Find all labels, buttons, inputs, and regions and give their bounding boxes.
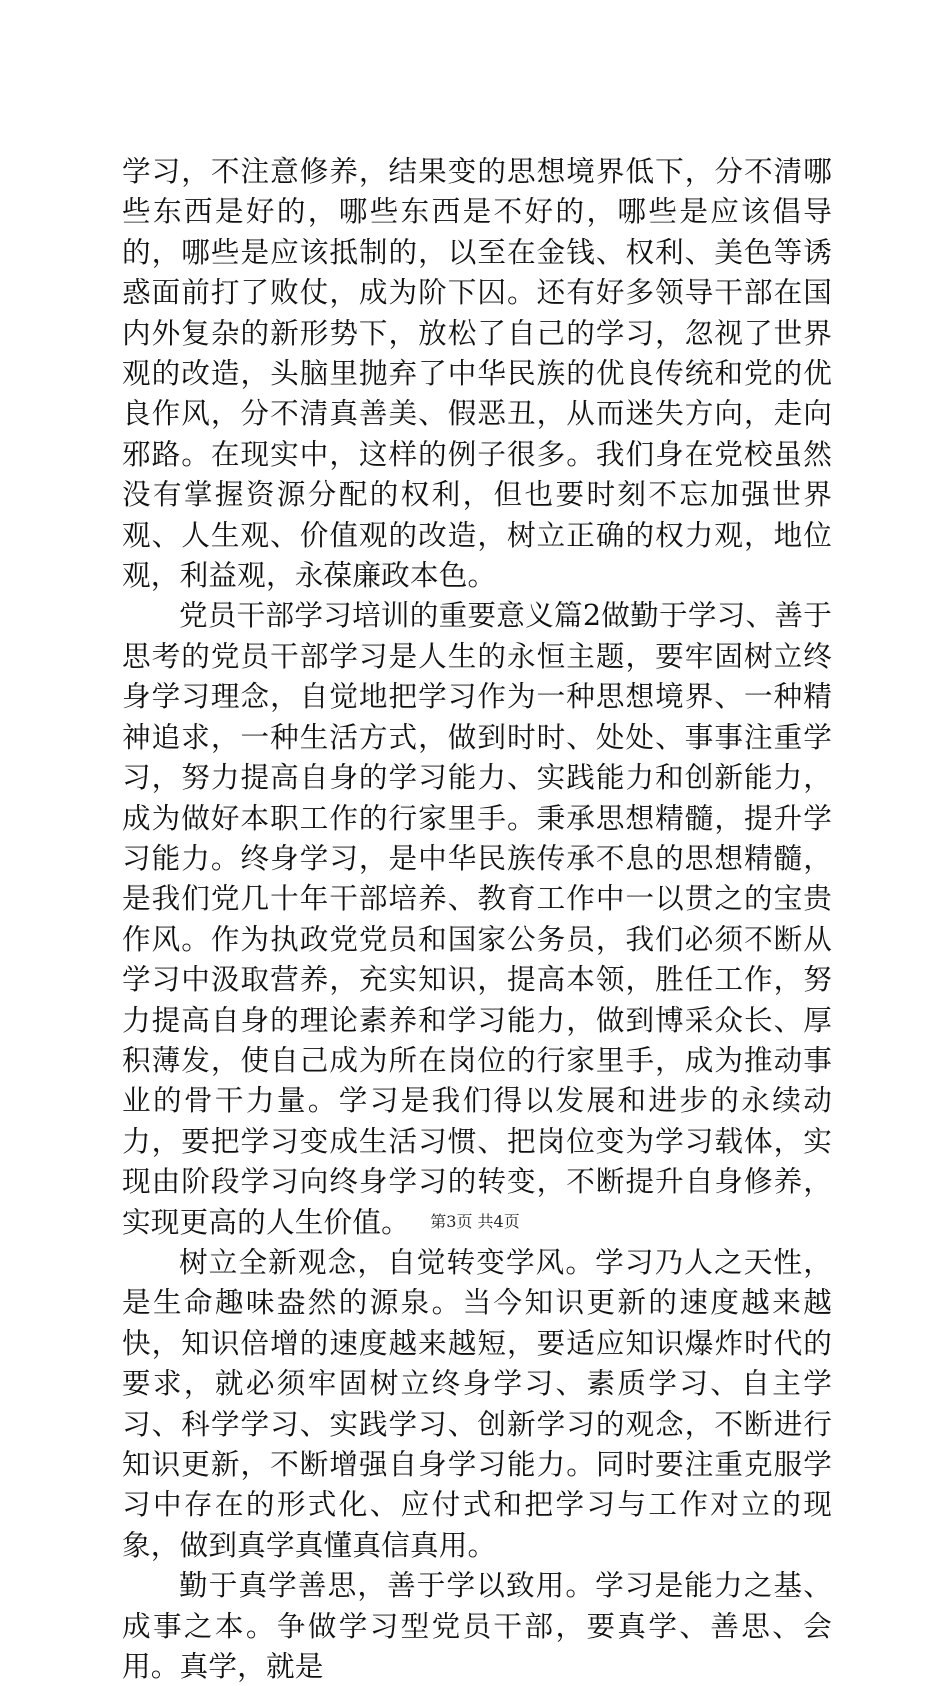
paragraph: 勤于真学善思，善于学以致用。学习是能力之基、成事之本。争做学习型党员干部，要真学、善思、会用。真学，就是	[122, 1568, 832, 1684]
paragraph: 党员干部学习培训的重要意义篇2做勤于学习、善于思考的党员干部学习是人生的永恒主题，要牢固树立终身学习理念，自觉地把学习作为一种思想境界、一种精神追求，一种生活方式，做到时时、处处、事事注重学习，努力提高自身的学习能力、实践能力和创新能力，成为做好本职工作的行家里手。秉承思想精髓，提升学习能力。终身学习，是中华民族传承不息的思想精髓，是我们党几十年干部培养、教育工作中一以贯之的宝贵作风。作为执政党党员和国家公务员，我们必须不断从学习中汲取营养，充实知识，提高本领，胜任工作，努力提高自身的理论素养和学习能力，做到博采众长、厚积薄发，使自己成为所在岗位的行家里手，成为推动事业的骨干力量。学习是我们得以发展和进步的永续动力，要把学习变成生活习惯、把岗位变为学习载体，实现由阶段学习向终身学习的转变，不断提升自身修养，实现更高的人生价值。	[122, 598, 832, 1239]
paragraph: 学习，不注意修养，结果变的思想境界低下，分不清哪些东西是好的，哪些东西是不好的，哪些是应该倡导的，哪些是应该抵制的，以至在金钱、权利、美色等诱惑面前打了败仗，成为阶下囚。还有好多领导干部在国内外复杂的新形势下，放松了自己的学习，忽视了世界观的改造，头脑里抛弃了中华民族的优良传统和党的优良作风，分不清真善美、假恶丑，从而迷失方向，走向邪路。在现实中，这样的例子很多。我们身在党校虽然没有掌握资源分配的权利，但也要时刻不忘加强世界观、人生观、价值观的改造，树立正确的权力观，地位观，利益观，永葆廉政本色。	[122, 154, 832, 593]
page-footer: 第3页 共4页	[430, 1212, 520, 1231]
document-body	[122, 151, 832, 1686]
paragraph: 树立全新观念，自觉转变学风。学习乃人之天性，是生命趣味盎然的源泉。当今知识更新的速度越来越快，知识倍增的速度越来越短，要适应知识爆炸时代的要求，就必须牢固树立终身学习、素质学习、自主学习、科学学习、实践学习、创新学习的观念，不断进行知识更新，不断增强自身学习能力。同时要注重克服学习中存在的形式化、应付式和把学习与工作对立的现象，做到真学真懂真信真用。	[122, 1244, 832, 1562]
